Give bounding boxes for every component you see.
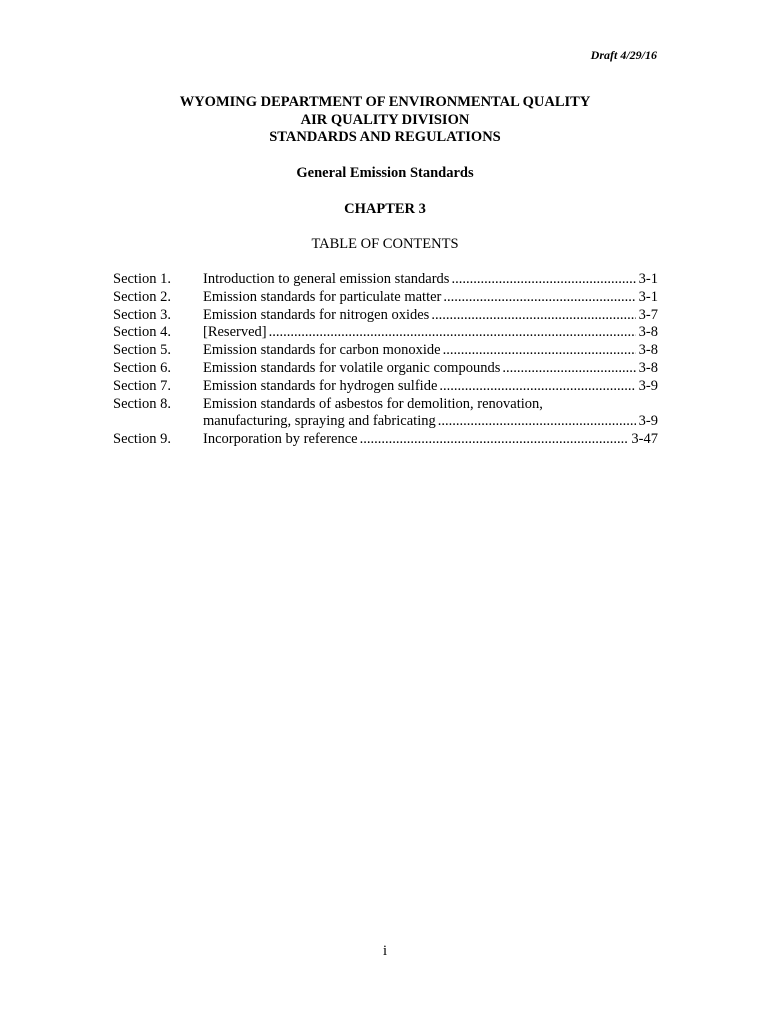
toc-row-section-1 xyxy=(113,271,658,289)
section-label: Section 8. xyxy=(113,395,171,412)
dot-leader xyxy=(502,360,635,378)
toc-row-section-9 xyxy=(113,431,658,449)
title-line-standards: STANDARDS AND REGULATIONS xyxy=(269,129,501,145)
section-title[interactable]: Introduction to general emission standards xyxy=(203,271,450,287)
dot-leader xyxy=(443,289,635,307)
toc-row-section-4 xyxy=(113,324,658,342)
page-reference[interactable]: 3-9 xyxy=(638,413,658,430)
toc-row-section-3 xyxy=(113,307,658,325)
document-subtitle: General Emission Standards xyxy=(296,165,474,181)
table-of-contents xyxy=(113,271,658,449)
toc-row-section-6 xyxy=(113,360,658,378)
section-title[interactable]: Incorporation by reference xyxy=(203,431,358,448)
toc-row-section-5 xyxy=(113,342,658,360)
dot-leader xyxy=(438,413,636,431)
toc-row-section-7 xyxy=(113,378,658,396)
section-label: Section 6. xyxy=(113,359,171,376)
section-title[interactable]: manufacturing, spraying and fabricating xyxy=(203,413,436,430)
dot-leader xyxy=(431,307,635,325)
section-title[interactable]: Emission standards for volatile organic compounds xyxy=(203,359,501,376)
page-reference[interactable]: 3-8 xyxy=(638,359,658,376)
section-title[interactable]: Emission standards for carbon monoxide xyxy=(203,342,441,359)
title-line-agency: WYOMING DEPARTMENT OF ENVIRONMENTAL QUALITY xyxy=(179,94,591,110)
section-title[interactable]: Emission standards for nitrogen oxides xyxy=(203,306,430,323)
section-title[interactable]: Emission standards for hydrogen sulfide xyxy=(203,377,438,394)
page-reference[interactable]: 3-9 xyxy=(638,377,658,394)
toc-row-section-2 xyxy=(113,289,658,307)
dot-leader xyxy=(451,271,635,289)
dot-leader xyxy=(269,324,636,342)
section-label: Section 7. xyxy=(113,377,171,394)
dot-leader xyxy=(360,431,629,449)
page-number-footer: i xyxy=(382,943,388,959)
section-title[interactable]: Emission standards for particulate matter xyxy=(203,288,442,305)
section-label: Section 2. xyxy=(113,288,171,305)
chapter-heading: CHAPTER 3 xyxy=(344,201,426,217)
page-reference[interactable]: 3-8 xyxy=(638,324,658,341)
dot-leader xyxy=(443,342,636,360)
section-label: Section 5. xyxy=(113,342,171,359)
title-line-division: AIR QUALITY DIVISION xyxy=(300,111,470,128)
dot-leader xyxy=(439,378,635,396)
page-reference[interactable]: 3-7 xyxy=(638,306,658,323)
section-label: Section 4. xyxy=(113,324,171,341)
section-title[interactable]: [Reserved] xyxy=(203,324,267,341)
section-title-line-1[interactable]: Emission standards of asbestos for demolition, renovation, xyxy=(203,395,543,412)
page-reference[interactable]: 3-8 xyxy=(638,342,658,359)
draft-date-label: Draft 4/29/16 xyxy=(590,48,657,62)
page-reference[interactable]: 3-1 xyxy=(638,271,658,287)
section-label: Section 3. xyxy=(113,306,171,323)
toc-row-section-8 xyxy=(113,396,658,432)
toc-heading: TABLE OF CONTENTS xyxy=(311,236,459,252)
page-reference[interactable]: 3-47 xyxy=(631,431,658,448)
section-label: Section 9. xyxy=(113,431,171,448)
document-title xyxy=(0,94,770,147)
section-label: Section 1. xyxy=(113,271,171,287)
page-reference[interactable]: 3-1 xyxy=(638,288,658,305)
